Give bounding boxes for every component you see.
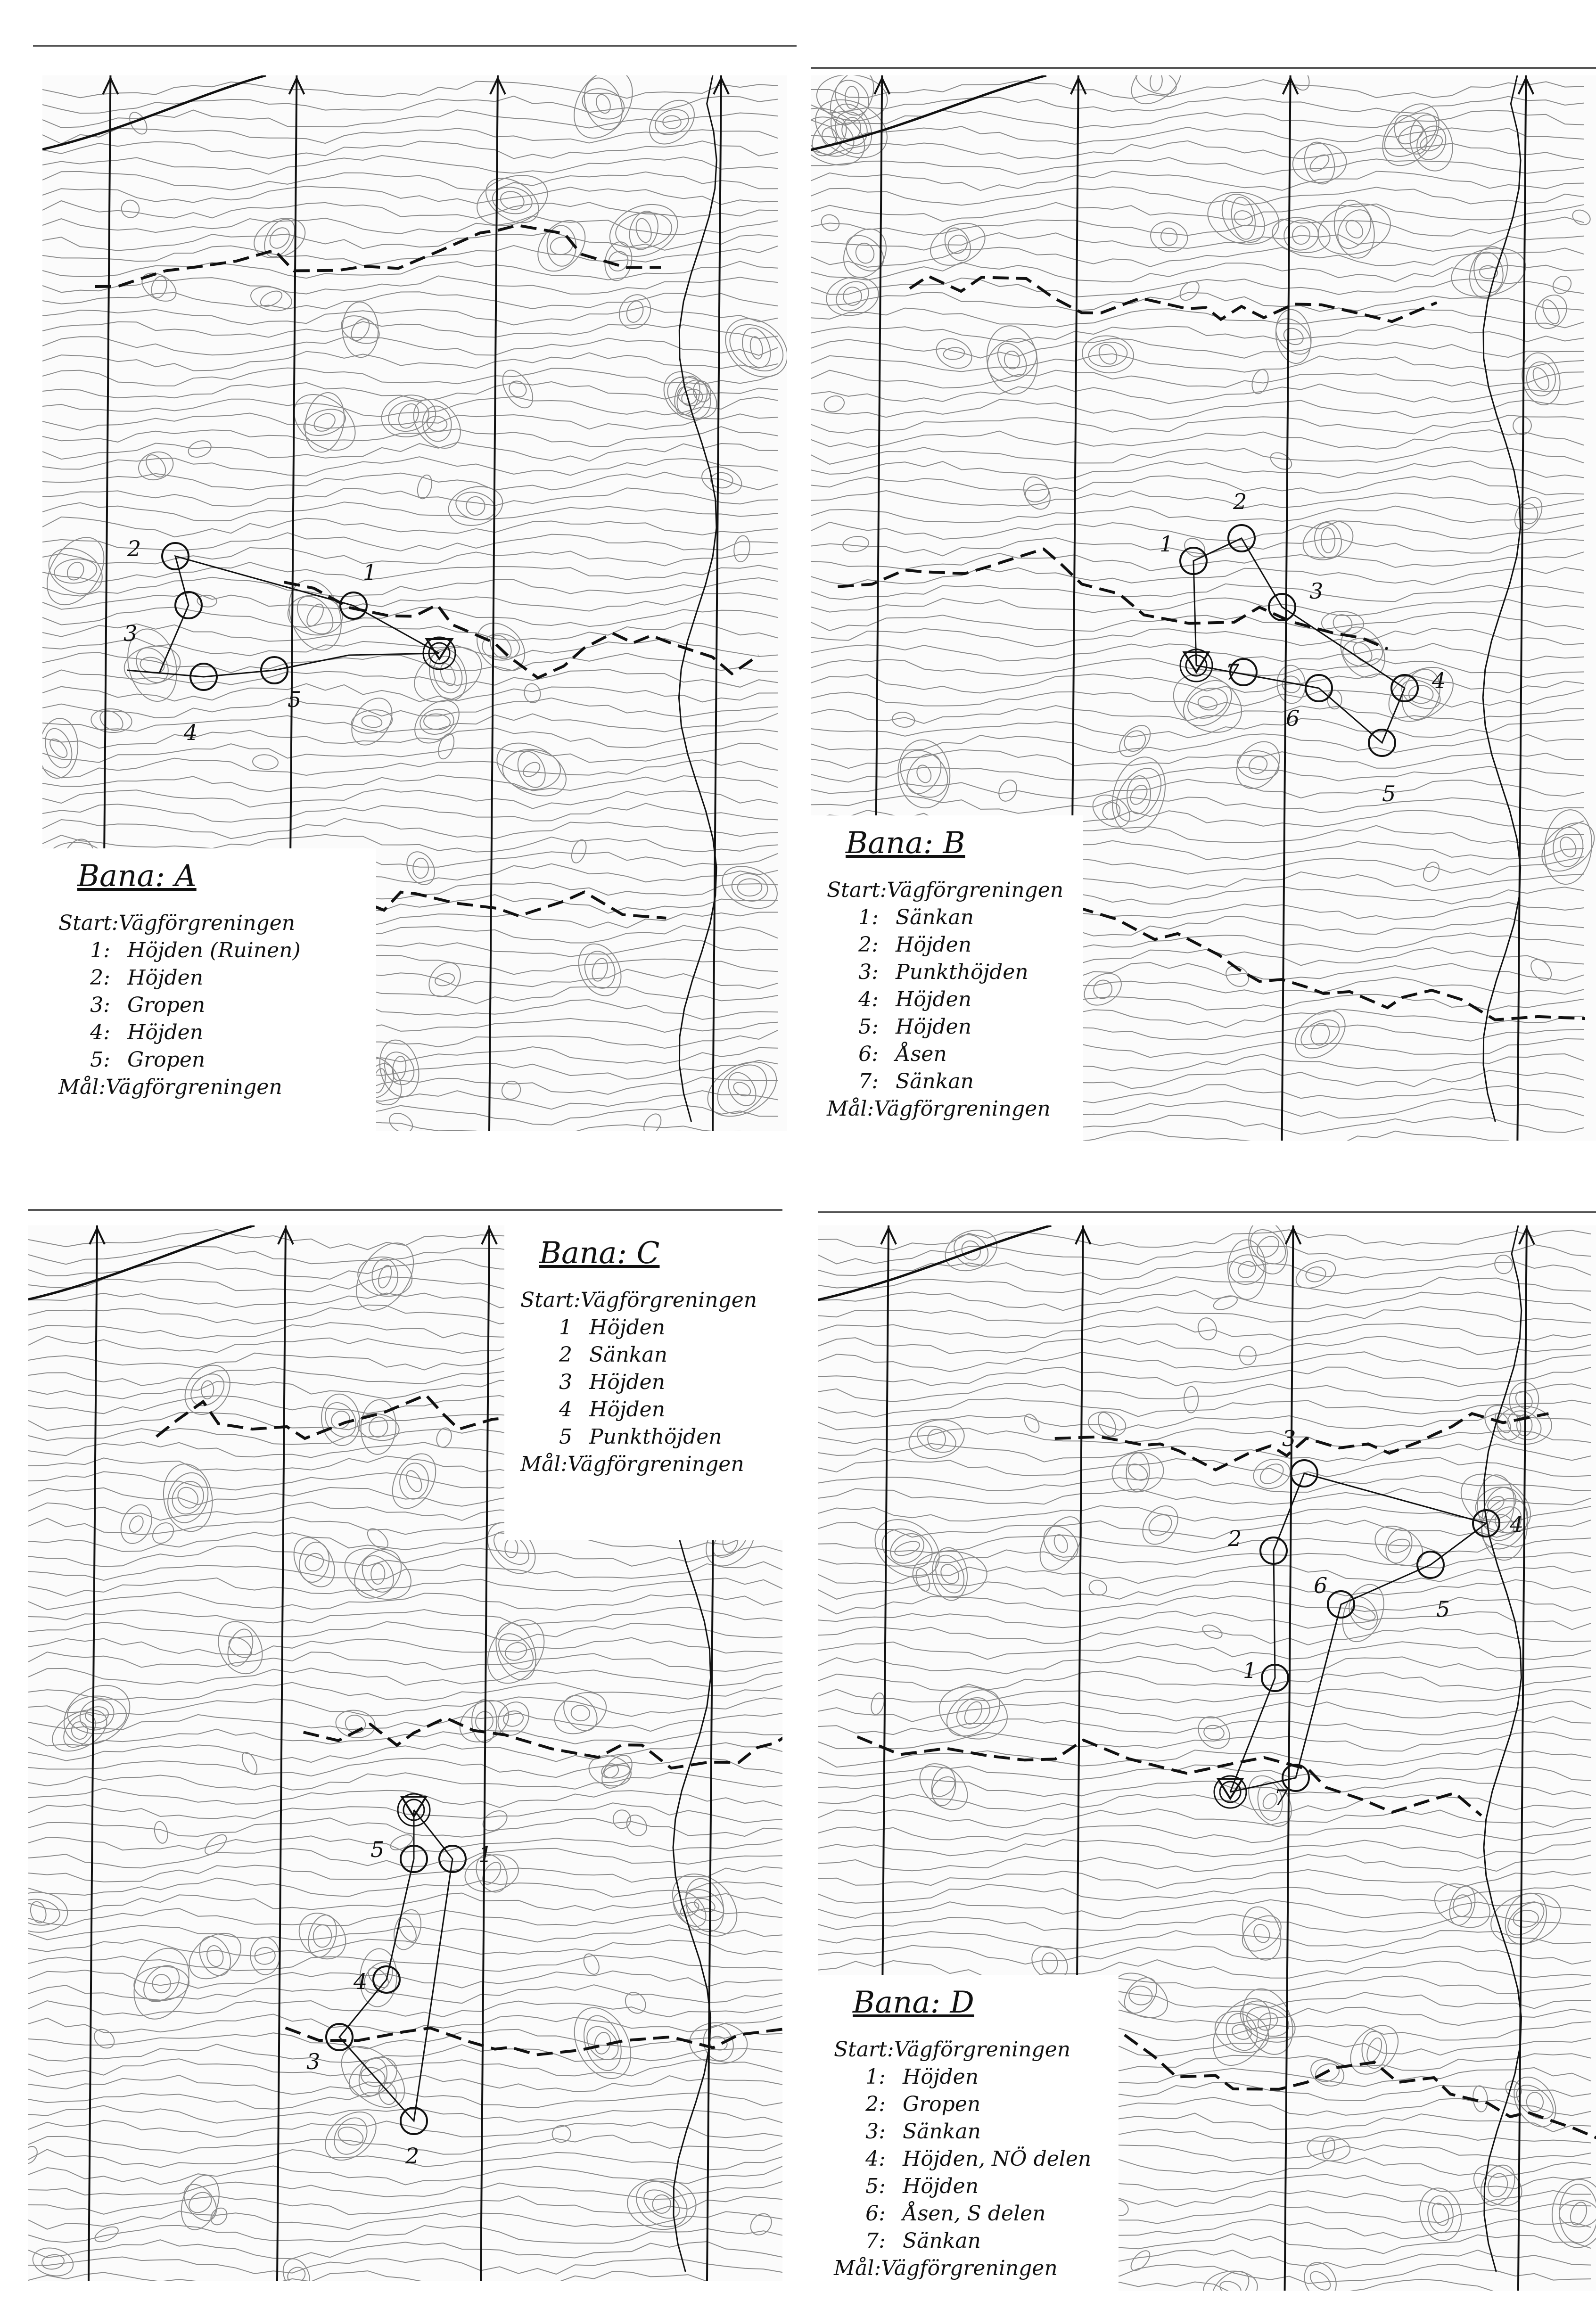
course-legend	[811, 815, 1083, 1141]
course-legend	[42, 848, 376, 1131]
control-label-4: 4	[1432, 668, 1446, 693]
legend-start: Start: Vägförgreningen	[834, 2038, 1071, 2062]
orienteering-map-B	[811, 75, 1596, 1141]
control-label-2: 2	[1233, 489, 1247, 514]
course-legend	[504, 1225, 782, 1540]
north-line	[481, 1225, 489, 2281]
control-label-1: 1	[1243, 1658, 1257, 1683]
scan-rule-mid-left	[28, 1209, 782, 1211]
legend-control-1: 1: Sänkan	[858, 905, 974, 929]
control-label-4: 4	[354, 1969, 368, 1994]
course-line	[339, 1810, 452, 2121]
control-label-2: 2	[1228, 1526, 1242, 1551]
legend-control-3: 3: Punkthöjden	[858, 960, 1028, 984]
north-line	[489, 75, 498, 1131]
legend-control-2: 2: Gropen	[865, 2092, 981, 2116]
legend-control-2: 2: Höjden	[90, 966, 204, 990]
control-label-1: 1	[363, 559, 377, 585]
scan-rule-mid-right	[818, 1211, 1596, 1213]
control-label-5: 5	[288, 687, 302, 712]
legend-start: Start: Vägförgreningen	[58, 911, 296, 935]
legend-finish: Mål: Vägförgreningen	[58, 1075, 282, 1099]
legend-control-6: 6: Åsen	[858, 1042, 947, 1066]
control-label-4: 4	[184, 720, 198, 745]
legend-control-1: 1 Höjden	[559, 1315, 666, 1340]
legend-control-5: 5: Höjden	[865, 2174, 979, 2198]
legend-title: Bana: A	[77, 859, 197, 894]
course-legend	[818, 1975, 1119, 2291]
north-line	[1285, 1225, 1293, 2291]
legend-title: Bana: C	[539, 1236, 660, 1271]
north-line	[1517, 75, 1526, 1141]
legend-control-4: 4: Höjden	[858, 987, 972, 1011]
north-line	[89, 1225, 97, 2281]
legend-control-3: 3 Höjden	[559, 1370, 666, 1394]
control-label-5: 5	[1382, 781, 1396, 806]
legend-control-1: 1: Höjden (Ruinen)	[90, 938, 301, 962]
legend-finish: Mål: Vägförgreningen	[827, 1097, 1051, 1121]
legend-control-7: 7: Sänkan	[865, 2229, 981, 2253]
north-line	[277, 1225, 286, 2281]
scan-rule-top-right	[811, 67, 1596, 69]
legend-control-3: 3: Gropen	[90, 993, 206, 1017]
legend-control-2: 2: Höjden	[858, 933, 972, 957]
control-label-7: 7	[1226, 659, 1240, 685]
control-label-5: 5	[1436, 1596, 1450, 1622]
control-label-3: 3	[123, 621, 138, 646]
north-line	[1518, 1225, 1527, 2291]
control-label-3: 3	[1282, 1426, 1296, 1451]
legend-start: Start: Vägförgreningen	[520, 1288, 757, 1312]
control-label-7: 7	[1274, 1785, 1288, 1810]
orienteering-map-C	[28, 1225, 782, 2281]
legend-finish: Mål: Vägförgreningen	[520, 1452, 744, 1476]
legend-control-4: 4: Höjden	[90, 1020, 204, 1044]
legend-control-3: 3: Sänkan	[865, 2120, 981, 2144]
legend-control-5: 5 Punkthöjden	[559, 1425, 722, 1449]
course-line	[127, 556, 439, 677]
scan-rule-top-left	[33, 45, 797, 47]
orienteering-map-A	[42, 75, 787, 1131]
course-line	[1230, 1473, 1486, 1792]
control-label-6: 6	[1314, 1573, 1328, 1598]
north-line	[713, 75, 721, 1131]
legend-control-2: 2 Sänkan	[559, 1343, 667, 1367]
legend-control-1: 1: Höjden	[865, 2065, 979, 2089]
legend-control-7: 7: Sänkan	[858, 1069, 974, 1093]
control-label-4: 4	[1510, 1512, 1524, 1537]
control-label-3: 3	[306, 2049, 321, 2074]
control-label-5: 5	[370, 1837, 385, 1862]
control-label-6: 6	[1286, 706, 1300, 731]
legend-control-4: 4 Höjden	[559, 1397, 666, 1422]
legend-control-5: 5: Höjden	[858, 1015, 972, 1039]
orienteering-map-D	[818, 1225, 1596, 2291]
control-label-1: 1	[478, 1841, 493, 1867]
legend-finish: Mål: Vägförgreningen	[834, 2256, 1058, 2280]
legend-control-5: 5: Gropen	[90, 1048, 206, 1072]
control-label-2: 2	[127, 536, 141, 561]
control-label-2: 2	[405, 2143, 420, 2169]
control-label-1: 1	[1160, 531, 1174, 557]
legend-control-6: 6: Åsen, S delen	[865, 2202, 1046, 2226]
control-label-3: 3	[1309, 578, 1324, 604]
legend-title: Bana: B	[846, 826, 965, 861]
legend-start: Start: Vägförgreningen	[827, 878, 1064, 902]
legend-control-4: 4: Höjden, NÖ delen	[865, 2147, 1092, 2171]
legend-title: Bana: D	[853, 1985, 974, 2020]
